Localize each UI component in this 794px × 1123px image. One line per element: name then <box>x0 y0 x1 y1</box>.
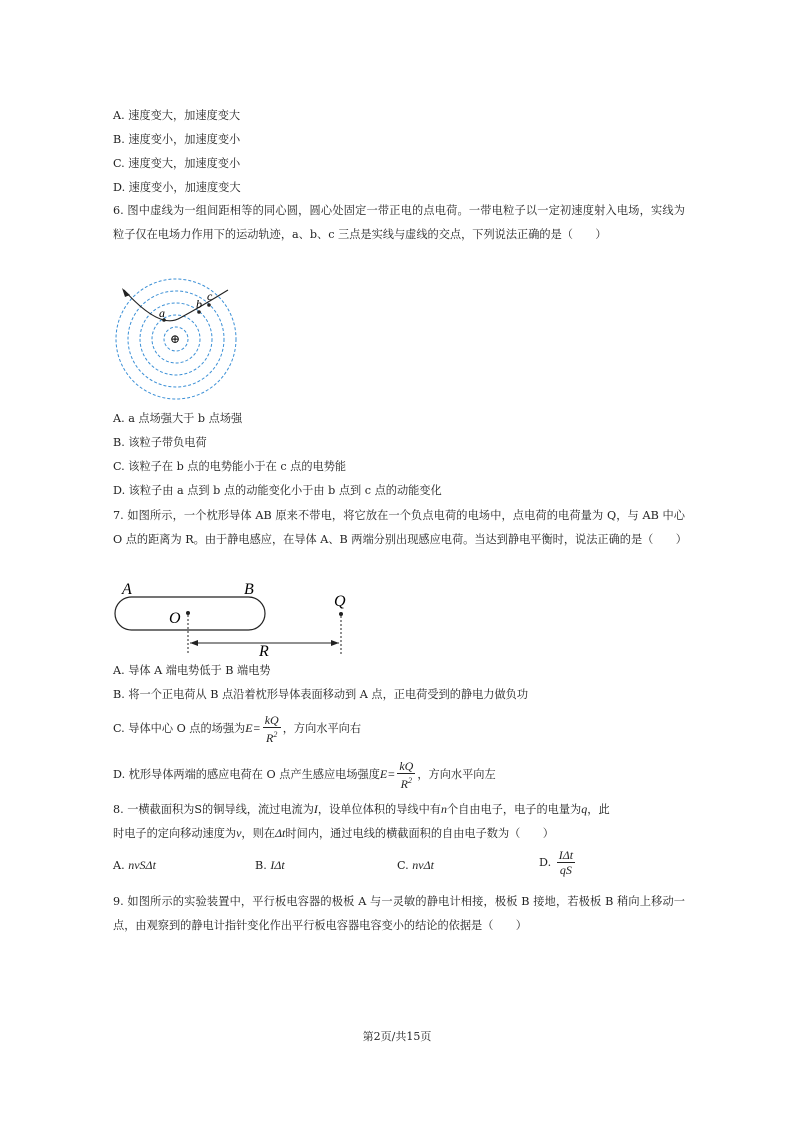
q6-option-b: B. 该粒子带负电荷 <box>113 436 207 449</box>
q8-option-a: A. nvSΔt <box>113 858 156 872</box>
q6-charge: ⊕ <box>170 332 181 346</box>
q5-option-a: A. 速度变大，加速度变大 <box>113 109 241 122</box>
q7-option-b: B. 将一个正电荷从 B 点沿着枕形导体表面移动到 A 点，正电荷受到的静电力做负功 <box>113 688 529 701</box>
q7-label-A: A <box>122 581 132 598</box>
q8-stem-line2: 时电子的定向移动速度为v，则在Δt时间内，通过电线的横截面积的自由电子数为（ ） <box>113 826 554 840</box>
q6-label-a: a <box>159 306 165 320</box>
q8-option-d: D. $\frac{\text{IΔt}}{qS}$ <box>539 848 574 877</box>
q6-figure <box>112 278 242 403</box>
q7-label-Q: Q <box>334 593 346 610</box>
q7-option-d: D. 枕形导体两端的感应电荷在 O 点产生感应电场强度E= $\frac{kQ}{R^2}$ ，方向水平向左 <box>113 759 496 791</box>
q7-stem: 7. 如图所示，一个枕形导体 AB 原来不带电，将它放在一个负点电荷的电场中，点电荷的电荷量为 Q，与 AB 中心 O 点的距离为 R。由于静电感应，在导体 A、B 两端分别出现感应电荷。当达到静电平衡时，说法正确的是（ ） <box>113 509 687 546</box>
q5-option-c: C. 速度变大，加速度变小 <box>113 157 241 170</box>
q9-stem: 9. 如图所示的实验装置中，平行板电容器的极板 A 与一灵敏的静电计相接，极板 B 接地，若极板 B 稍向上移动一点，由观察到的静电计指针变化作出平行板电容器电容变小的结论的依据是（ ） <box>113 895 685 932</box>
q7-option-d-fraction: $\frac{kQ}{R^2}$ <box>399 759 414 791</box>
q5-option-b: B. 速度变小，加速度变小 <box>113 133 241 146</box>
q8-stem-line1: 8. 一横截面积为S的铜导线，流过电流为I，设单位体积的导线中有n个自由电子，电子的电量为q，此 <box>113 802 610 816</box>
q7-figure <box>112 580 362 658</box>
q6-option-d: D. 该粒子由 a 点到 b 点的动能变化小于由 b 点到 c 点的动能变化 <box>113 484 442 497</box>
q5-option-d: D. 速度变小，加速度变大 <box>113 181 241 194</box>
q7-label-B: B <box>244 581 254 598</box>
q7-option-a: A. 导体 A 端电势低于 B 端电势 <box>113 664 271 677</box>
q8-option-b: B. IΔt <box>255 858 285 872</box>
q8-option-c: C. nvΔt <box>397 858 434 872</box>
q6-stem: 6. 图中虚线为一组间距相等的同心圆，圆心处固定一带正电的点电荷。一带电粒子以一定初速度射入电场，实线为粒子仅在电场力作用下的运动轨迹，a、b、c 三点是实线与虚线的交点，下列说法正确的是（ ） <box>113 204 685 241</box>
q6-label-c: c <box>207 289 213 303</box>
q6-label-b: b <box>196 297 202 311</box>
q7-option-c: C. 导体中心 O 点的场强为E= $\frac{kQ}{R^2}$ ，方向水平向右 <box>113 713 362 745</box>
q7-label-O: O <box>169 610 181 627</box>
q7-option-c-fraction: $\frac{kQ}{R^2}$ <box>264 713 279 745</box>
q6-option-a: A. a 点场强大于 b 点场强 <box>113 412 243 425</box>
page-footer: 第2页/共15页 <box>362 1030 432 1043</box>
q6-option-c: C. 该粒子在 b 点的电势能小于在 c 点的电势能 <box>113 460 347 473</box>
q7-label-R: R <box>259 643 269 658</box>
